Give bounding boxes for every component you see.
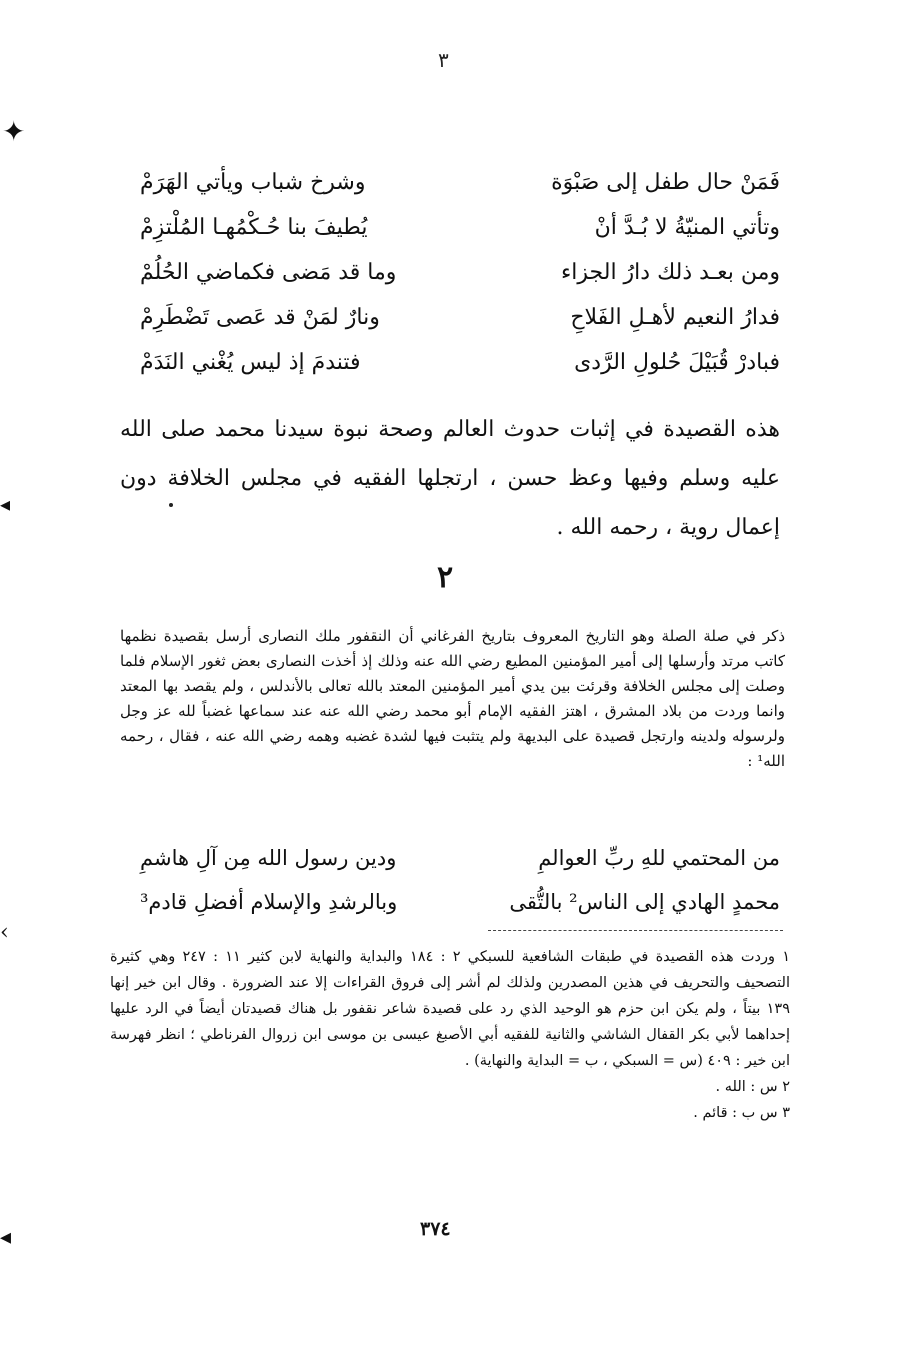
footnote: ٣ س ب : قائم . [693,1105,790,1121]
footnotes [110,944,790,1126]
verse-left-hemistich: فتندمَ إذ ليس يُغْني النَدَمْ [140,350,361,375]
verse-left-hemistich: ودين رسول الله مِن آلِ هاشمِ [140,846,397,870]
verse-left-hemistich: وشرخ شباب ويأتي الهَرَمْ [140,170,366,195]
poem-stanza-2 [140,836,780,924]
verse [140,250,780,295]
verse-right-hemistich: ومن بعـد ذلك دارُ الجزاء [560,260,780,285]
verse-right-hemistich: فَمَنْ حال طفل إلى صَبْوَة [551,170,780,195]
verse-left-hemistich: ونارٌ لمَنْ قد عَصى تَضْطَرِمْ [140,305,380,330]
section-number: ٢ [437,560,454,595]
page-number: ٣٧٤ [420,1218,451,1240]
footnote-divider [488,930,783,931]
verse-left-hemistich: وما قد مَضى فكماضي الحُلُمْ [140,260,397,285]
margin-arrow-icon: ◂ [0,492,11,516]
verse [140,836,780,880]
verse-left-hemistich: يُطيفَ بنا حُـكْمُهـا المُلْتزِمْ [140,215,368,240]
intro-paragraph: ذكر في صلة الصلة وهو التاريخ المعروف بتاريخ الفرغاني أن النقفور ملك النصارى أرسل بقصيدة نظمها كاتب مرتد وأرسلها إلى أمير المؤمنين المطيع رضي الله عنه وذلك إذ أخذت النصارى بعض ثغور الإسلام فلما وصلت إلى مجلس الخلافة وقرئت بين يدي أمير المؤمنين المعتد بالله تعالى بالأندلس ، ولم يقصد بها المعتد وانما وردت من بلاد المشرق ، اهتز الفقيه الإمام أبو محمد رضي الله عنه عند سماعها غضباً لله عز وجل ولرسوله ولدينه وارتجل قصيدة على البديهة ولم يتثبت فيها لشدة غضبه وهمه رضي الله عنه ، فقال ، رحمه الله¹ : [120,627,785,770]
verse-right-hemistich: فدارُ النعيم لأهـلِ الفَلاحِ [570,305,780,330]
verse-right-hemistich: فبادرْ قُبَيْلَ حُلولِ الرَّدى [574,350,780,375]
margin-arrow-icon: ◂ [0,1225,12,1250]
verse-right-hemistich: من المحتمي للهِ ربِّ العوالمِ [538,846,780,870]
verse-right-hemistich: محمدٍ الهادي إلى الناس² بالتُّقى [509,890,780,914]
commentary-paragraph: هذه القصيدة في إثبات حدوث العالم وصحة نبوة سيدنا محمد صلى الله عليه وسلم وفيها وعظ حسن ، ارتجلها الفقيه في مجلس الخلافة دون إعمال روية ، رحمه الله . [120,417,780,540]
poem-stanza-1 [140,160,780,385]
verse [140,340,780,385]
margin-star-icon: ✦ [2,115,26,148]
verse [140,205,780,250]
footnote: ١ وردت هذه القصيدة في طبقات الشافعية للسبكي ٢ : ١٨٤ والبداية والنهاية لابن كثير ١١ : ٢٤٧ وهي كثيرة التصحيف والتحريف في هذين المصدرين ولذلك لم أشر إلى فروق القراءات إلا عند الضرورة . وقال ابن خير إنها ١٣٩ بيتاً ، ولم يكن ابن حزم هو الوحيد الذي رد على قصيدة شاعر نقفور بل هناك قصيدتان أيضاً في الرد عليها إحداهما لأبي بكر القفال الشاشي والثانية للفقيه أبي الأصبغ عيسى بن موسى ابن زروال الفرناطي ؛ انظر فهرسة ابن خير : ٤٠٩ (س = السبكي ، ب = البداية والنهاية) . [110,949,791,1069]
verse-right-hemistich: وتأتي المنيّةُ لا بُـدَّ أنْ [594,215,780,240]
footnote: ٢ س : الله . [715,1079,790,1095]
margin-bracket-icon: ‹ [0,920,9,945]
verse [140,295,780,340]
header-mark: ٣ [438,48,449,72]
verse [140,880,780,924]
verse-left-hemistich: وبالرشدِ والإسلام أفضلِ قادم³ [140,890,398,914]
verse [140,160,780,205]
